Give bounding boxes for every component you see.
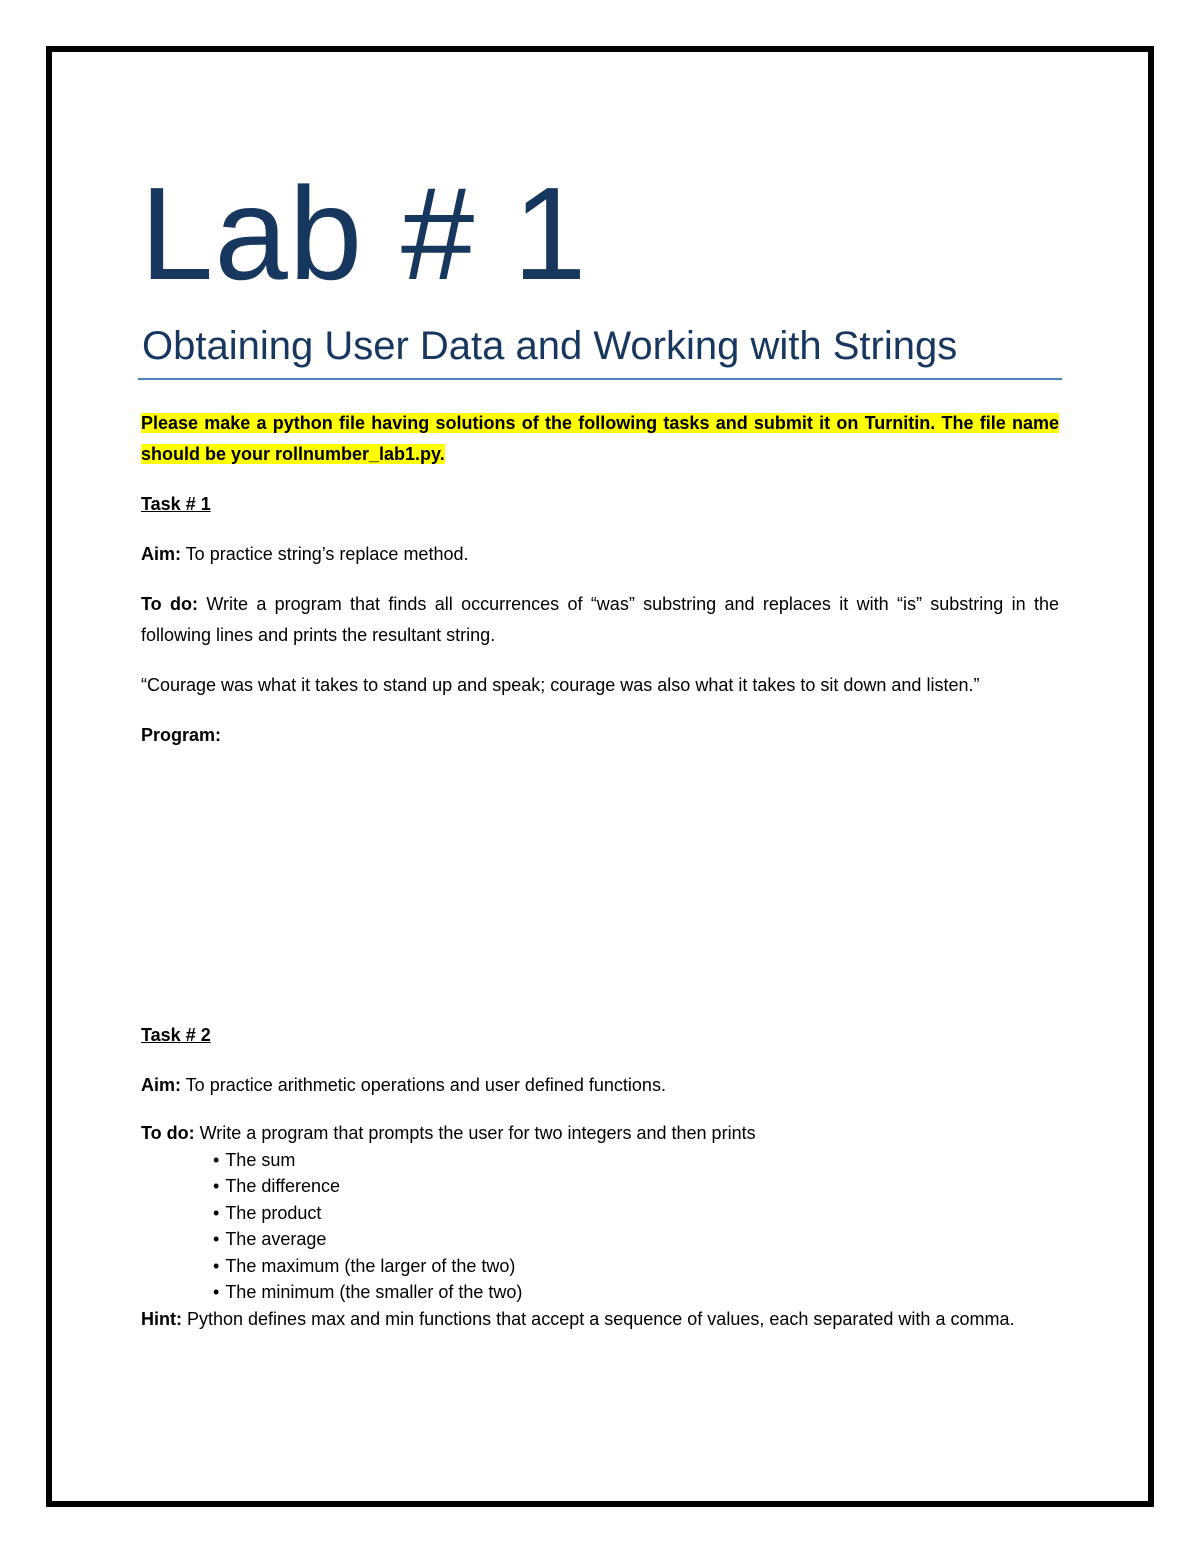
task2-aim-text: To practice arithmetic operations and user defined functions.	[181, 1075, 666, 1095]
task2-todo-label: To do:	[141, 1123, 195, 1143]
submission-instruction	[141, 408, 1059, 470]
task1-heading: Task # 1	[141, 494, 211, 514]
list-item: • The minimum (the smaller of the two)	[213, 1279, 1059, 1306]
list-item: • The sum	[213, 1147, 1059, 1174]
document-body	[141, 408, 1059, 1332]
task2-todo-text: Write a program that prompts the user for two integers and then prints	[194, 1123, 756, 1143]
task1-program-label	[141, 720, 1059, 751]
task2-todo	[141, 1120, 1059, 1147]
task1-aim	[141, 539, 1059, 570]
page-title: Lab # 1	[140, 160, 588, 307]
task1-todo-label: To do:	[141, 594, 198, 614]
task2-aim	[141, 1070, 1059, 1101]
title-underline	[138, 378, 1062, 380]
task2-aim-label: Aim:	[141, 1075, 181, 1095]
task2-hint-label: Hint:	[141, 1308, 182, 1329]
list-item: • The product	[213, 1200, 1059, 1227]
program-label: Program:	[141, 725, 222, 745]
task1-quote: “Courage was what it takes to stand up and speak; courage was also what it takes to sit down and listen.”	[141, 675, 980, 695]
task1-aim-text: To practice string’s replace method.	[181, 544, 469, 564]
task2-hint	[141, 1306, 1059, 1333]
task1-todo	[141, 589, 1059, 651]
output-list	[141, 1147, 1059, 1306]
list-item: • The difference	[213, 1173, 1059, 1200]
task2-heading: Task # 2	[141, 1025, 211, 1045]
task2-hint-text: Python defines max and min functions that accept a sequence of values, each separated with a comma.	[181, 1308, 1015, 1329]
task1-aim-label: Aim:	[141, 544, 181, 564]
page-subtitle: Obtaining User Data and Working with Strings	[142, 324, 958, 368]
list-item: • The maximum (the larger of the two)	[213, 1253, 1059, 1280]
task1-todo-text: Write a program that finds all occurrences of “was” substring and replaces it with “is” substring in the following lines and prints the resultant string.	[141, 594, 1060, 645]
program-answer-space	[141, 751, 1059, 1020]
instruction-highlight: Please make a python file having solutions of the following tasks and submit it on Turnitin. The file name should be your rollnumber_lab1.py.	[141, 413, 1059, 464]
list-item: • The average	[213, 1226, 1059, 1253]
